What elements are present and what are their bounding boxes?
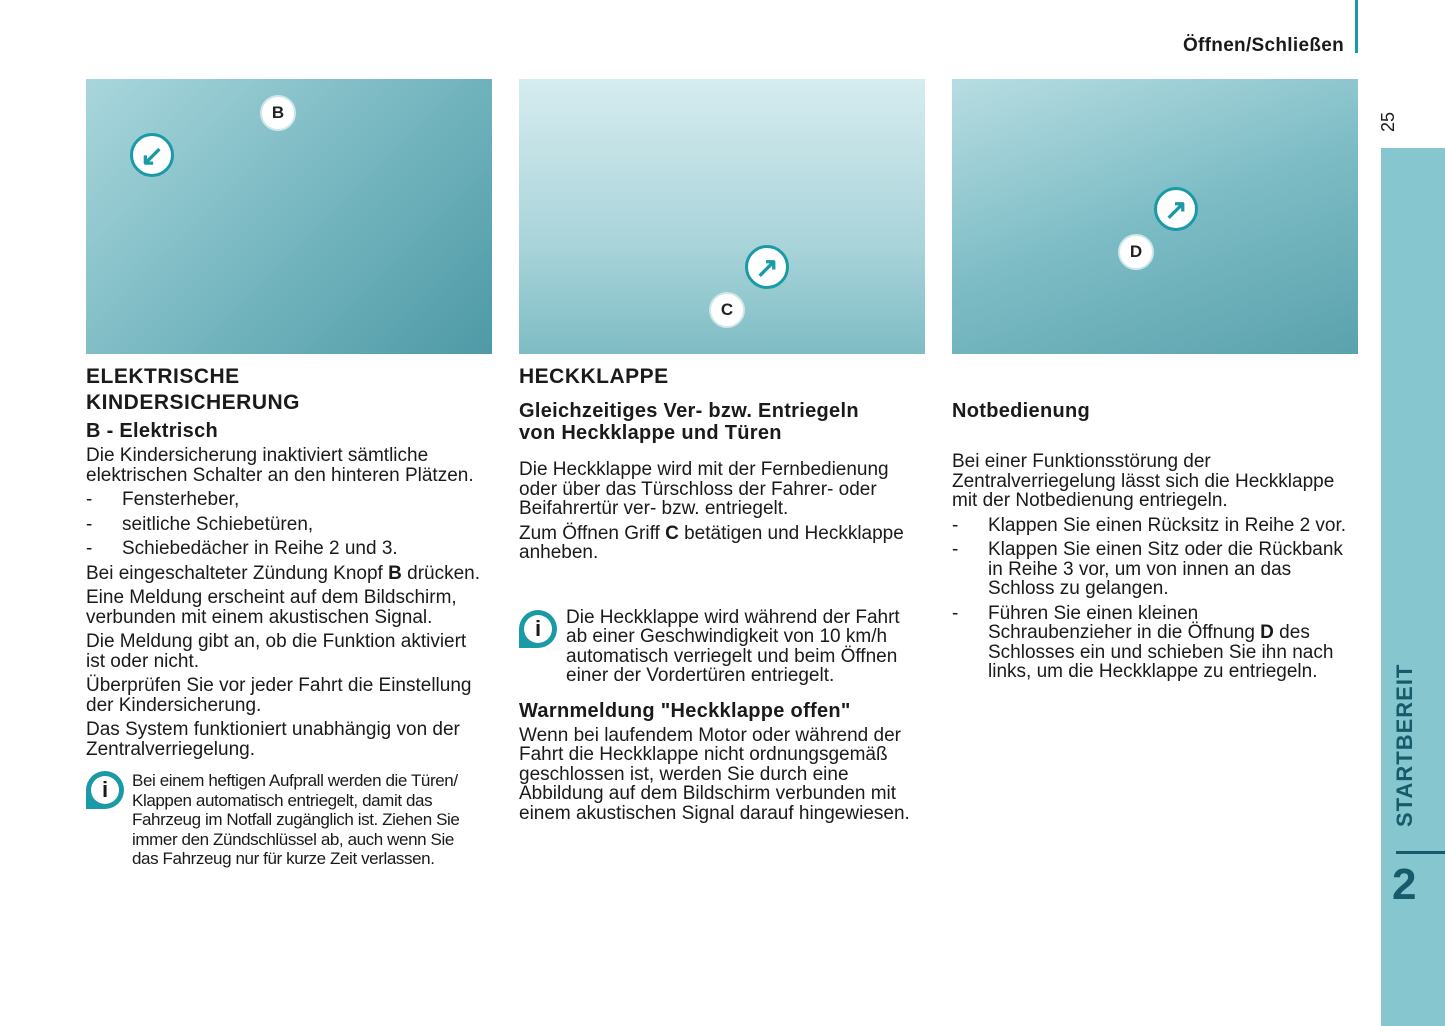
warning-heading: Warnmeldung "Heckklappe offen" xyxy=(519,699,851,722)
text: Zum Öffnen Griff xyxy=(519,522,666,544)
list-item xyxy=(952,604,1347,682)
list-text: Schiebedächer in Reihe 2 und 3. xyxy=(122,538,398,559)
list-text: Fensterheber, xyxy=(122,489,240,510)
tailgate-section xyxy=(519,364,919,828)
label-b: B xyxy=(260,95,296,131)
info-note xyxy=(519,608,919,686)
subheading: B - Elektrisch xyxy=(86,420,219,442)
arrow-down-icon: ↙ xyxy=(130,133,174,177)
list-text xyxy=(988,604,1347,682)
paragraph: Bei einer Funktionsstörung der Zentralverriegelung lässt sich die Heckklappe mit der Notbedienung entriegeln. xyxy=(952,451,1335,511)
chapter-number: 2 xyxy=(1392,860,1417,909)
text: Führen Sie einen kleinen Schraubenzieher in die Öffnung xyxy=(988,602,1261,643)
list-text: seitliche Schiebetüren, xyxy=(122,513,314,535)
info-glyph: i xyxy=(91,776,119,804)
text: Bei eingeschalteter Zündung Knopf xyxy=(86,562,389,584)
list-item xyxy=(86,490,486,510)
label-d: D xyxy=(1118,234,1154,270)
dash: - xyxy=(86,513,93,535)
chapter-title: STARTBEREIT xyxy=(1392,663,1417,827)
header-divider xyxy=(1355,0,1358,53)
section-title: Öffnen/Schließen xyxy=(1182,35,1344,56)
emergency-section xyxy=(952,400,1347,687)
dash: - xyxy=(952,539,959,560)
label-c: C xyxy=(709,292,745,328)
paragraph: Die Heckklappe wird mit der Fernbedienung oder über das Türschloss der Fahrer- oder Beifahrertür ver- bzw. entriegelt. xyxy=(519,459,889,519)
tailgate-image xyxy=(519,79,925,354)
dash: - xyxy=(952,514,959,536)
info-icon xyxy=(519,610,557,648)
arrow-up-icon: ↗ xyxy=(745,245,789,289)
list-item xyxy=(86,515,486,535)
paragraph: Wenn bei laufendem Motor oder während der Fahrt die Heckklappe nicht ordnungsgemäß geschlossen ist, werden Sie durch eine Abbildung auf dem Bildschirm verbunden mit einem akustischen Signal darauf hingewiesen. xyxy=(519,724,910,824)
paragraph: Die Kindersicherung inaktiviert sämtliche elektrischen Schalter an den hinteren Plätzen. xyxy=(86,445,474,486)
ref-b: B xyxy=(388,562,402,584)
text: betätigen und Heckklappe anheben. xyxy=(519,522,904,563)
paragraph: Das System funktioniert unabhängig von der Zentralverriegelung. xyxy=(86,719,460,760)
info-text: Die Heckklappe wird während der Fahrt ab einer Geschwindigkeit von 10 km/h automatisch verriegelt und beim Öffnen einer der Vordertüren entriegelt. xyxy=(566,606,900,686)
arrow-up-icon: ↗ xyxy=(1154,187,1198,231)
heading: HECKKLAPPE xyxy=(519,365,669,388)
heading: Notbedienung xyxy=(952,400,1091,422)
door-switch-image xyxy=(86,79,492,354)
text: drücken. xyxy=(401,562,480,584)
info-note xyxy=(86,771,486,869)
list-item xyxy=(952,516,1347,536)
paragraph xyxy=(86,564,486,584)
list-text: Klappen Sie einen Rücksitz in Reihe 2 vor. xyxy=(988,514,1347,536)
page-number: 25 xyxy=(1378,112,1398,133)
heading: ELEKTRISCHE KINDERSICHERUNG xyxy=(86,365,301,414)
dash: - xyxy=(86,538,93,559)
child-lock-section xyxy=(86,364,486,869)
ref-c: C xyxy=(665,522,679,544)
paragraph xyxy=(519,524,919,563)
info-glyph: i xyxy=(524,615,552,643)
dash: - xyxy=(86,489,93,510)
info-text: Bei einem heftigen Aufprall werden die Türen/ Klappen automatisch entriegelt, damit das Fahrzeug im Notfall zugänglich ist. Ziehen Sie immer den Zündschlüssel ab, auch wenn Sie das Fahrzeug nur für kurze Zeit verlassen. xyxy=(132,771,460,868)
info-icon xyxy=(86,771,124,809)
text: des Schlosses ein und schieben Sie ihn nach links, um die Heckklappe zu entriegeln. xyxy=(988,622,1334,682)
list-item xyxy=(952,540,1347,599)
paragraph: Die Meldung gibt an, ob die Funktion aktiviert ist oder nicht. xyxy=(86,631,467,672)
subheading: Gleichzeitiges Ver- bzw. Entriegeln von Heckklappe und Türen xyxy=(519,400,859,444)
dash: - xyxy=(952,602,959,624)
ref-d: D xyxy=(1260,622,1274,643)
list-text: Klappen Sie einen Sitz oder die Rückbank in Reihe 3 vor, um von innen an das Schloss zu gelangen. xyxy=(988,539,1343,599)
paragraph: Eine Meldung erscheint auf dem Bildschirm, verbunden mit einem akustischen Signal. xyxy=(86,587,457,628)
emergency-lock-image xyxy=(952,79,1358,354)
list-item xyxy=(86,539,486,559)
chapter-divider xyxy=(1396,851,1445,854)
paragraph: Überprüfen Sie vor jeder Fahrt die Einstellung der Kindersicherung. xyxy=(86,675,472,716)
